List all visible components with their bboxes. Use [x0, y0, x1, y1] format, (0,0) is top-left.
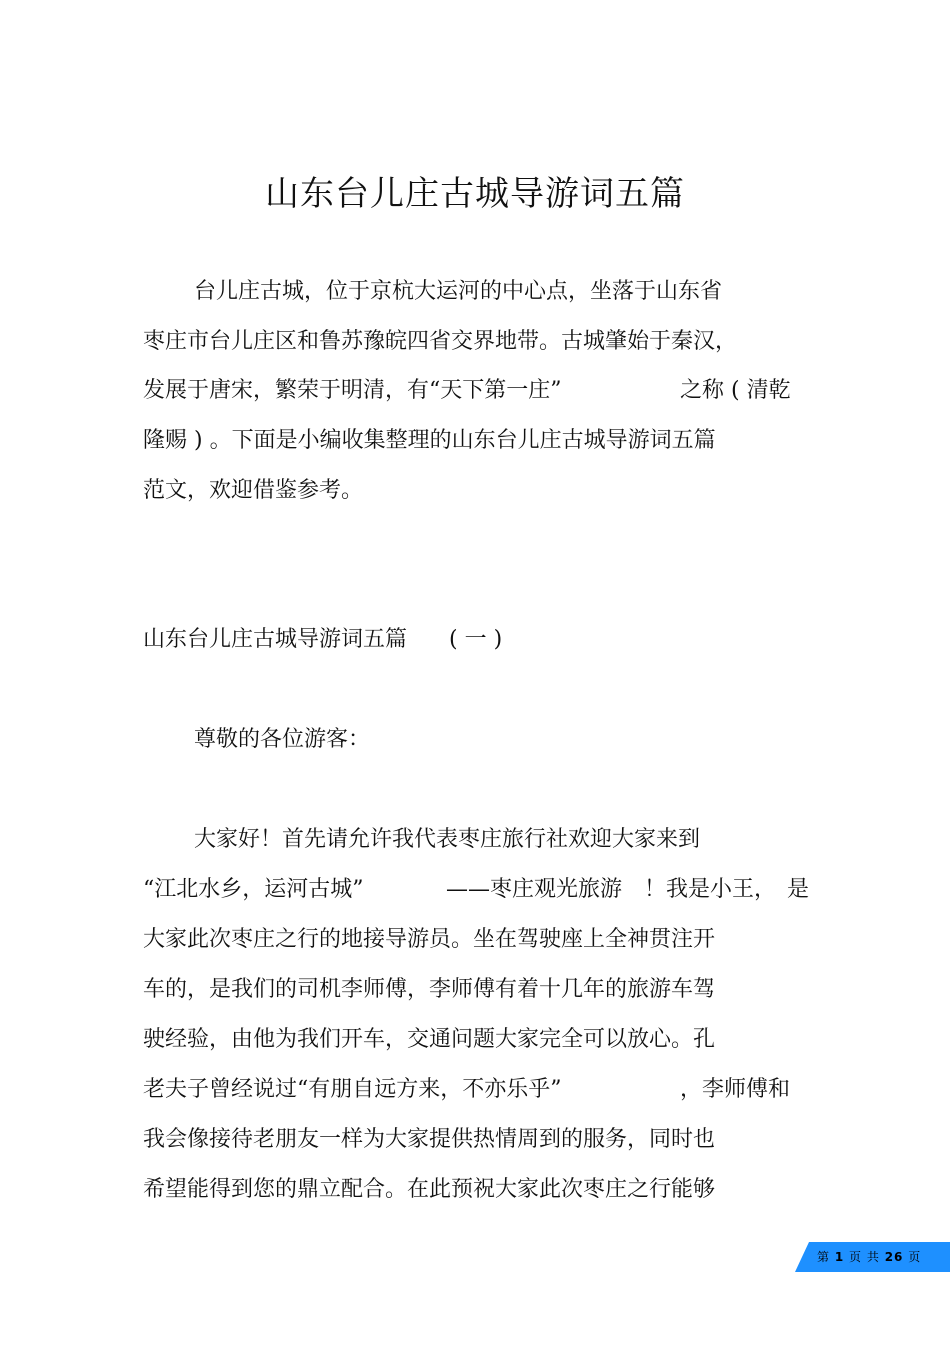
greeting-line: 尊敬的各位游客：: [194, 727, 371, 752]
intro-line-3: 发展于唐宋，繁荣于明清，有“天下第一庄”: [143, 378, 562, 403]
intro-line-2: 枣庄市台儿庄区和鲁苏豫皖四省交界地带。古城肇始于秦汉，: [143, 329, 738, 354]
document-title: 山东台儿庄古城导游词五篇: [265, 174, 685, 214]
body-line-2-end: ——枣庄观光旅游 ！我是小王， 是: [446, 877, 810, 902]
page-number-text: [817, 1248, 921, 1265]
total-page-number: 26: [884, 1250, 904, 1264]
page-suffix: 页: [908, 1250, 922, 1264]
body-line-8: 希望能得到您的鼎立配合。在此预祝大家此次枣庄之行能够: [143, 1177, 716, 1202]
body-line-6: 老夫子曾经说过“有朋自远方来，不亦乐乎”: [143, 1077, 562, 1102]
intro-line-4: 隆赐 ) 。下面是小编收集整理的山东台儿庄古城导游词五篇: [143, 428, 716, 453]
section-number: ( 一 ): [449, 627, 503, 652]
intro-line-1: 台儿庄古城，位于京杭大运河的中心点，坐落于山东省: [194, 279, 723, 304]
body-line-6-end: ，李师傅和: [680, 1077, 791, 1102]
page-prefix: 第: [817, 1250, 831, 1264]
intro-line-5: 范文，欢迎借鉴参考。: [143, 478, 364, 503]
page-number-badge: [795, 1242, 950, 1272]
body-line-7: 我会像接待老朋友一样为大家提供热情周到的服务，同时也: [143, 1127, 716, 1152]
body-line-1: 大家好！首先请允许我代表枣庄旅行社欢迎大家来到: [194, 827, 701, 852]
body-line-2: “江北水乡，运河古城”: [143, 877, 364, 902]
body-line-4: 车的，是我们的司机李师傅，李师傅有着十几年的旅游车驾: [143, 977, 716, 1002]
body-line-5: 驶经验，由他为我们开车，交通问题大家完全可以放心。孔: [143, 1027, 716, 1052]
current-page-number: 1: [834, 1250, 845, 1264]
body-line-3: 大家此次枣庄之行的地接导游员。坐在驾驶座上全神贯注开: [143, 927, 716, 952]
page-middle-text: 页 共: [849, 1250, 880, 1264]
section-heading: 山东台儿庄古城导游词五篇: [143, 627, 408, 652]
intro-line-3-end: 之称 ( 清乾: [680, 378, 791, 403]
